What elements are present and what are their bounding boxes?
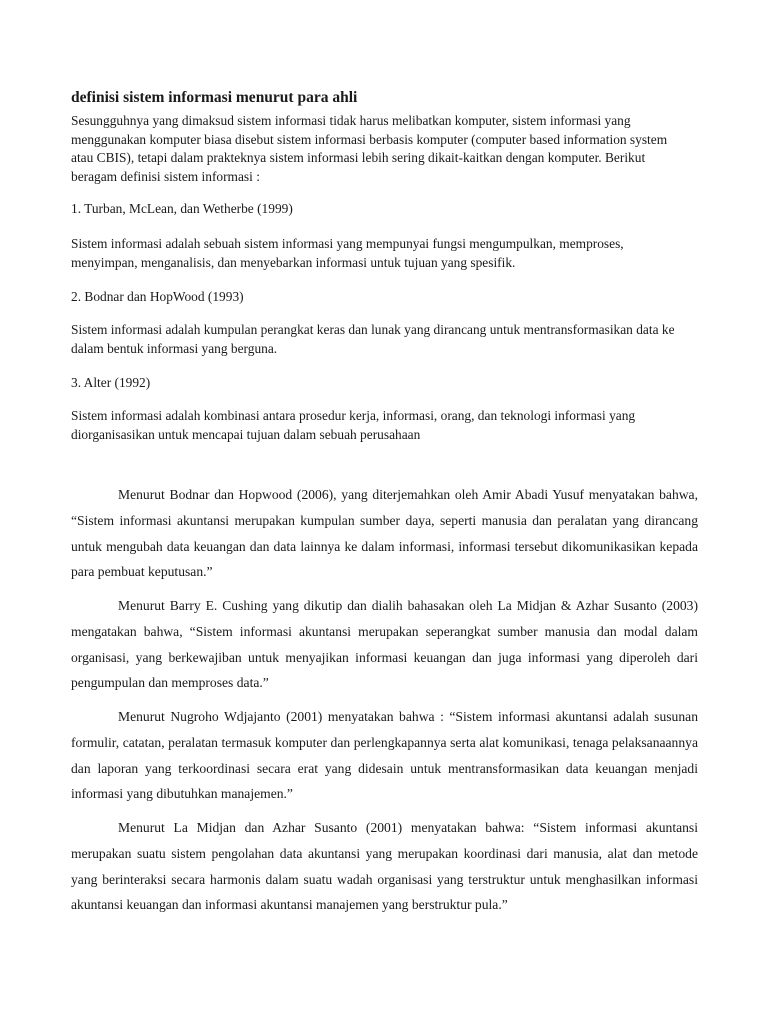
definition-text-3: Sistem informasi adalah kombinasi antara prosedur kerja, informasi, orang, dan teknologi informasi yang diorganisasikan untuk mencapai tujuan dalam sebuah perusahaan [71,408,636,442]
document-title: definisi sistem informasi menurut para ahli [71,89,358,106]
intro-paragraph: Sesungguhnya yang dimaksud sistem informasi tidak harus melibatkan komputer, sistem informasi yang menggunakan komputer biasa disebut sistem informasi berbasis komputer (computer based information system atau CBIS), tetapi dalam prakteknya sistem informasi lebih sering dikait-kaitkan dengan komputer. Berikut beragam definisi sistem informasi : [71,113,668,184]
definition-text-1: Sistem informasi adalah sebuah sistem informasi yang mempunyai fungsi mengumpulkan, memproses, menyimpan, menganalisis, dan menyebarkan informasi untuk tujuan yang spesifik. [71,236,624,270]
definition-text-2: Sistem informasi adalah kumpulan perangkat keras dan lunak yang dirancang untuk mentransformasikan data ke dalam bentuk informasi yang berguna. [71,322,675,356]
accounting-paragraph-1: Menurut Bodnar dan Hopwood (2006), yang diterjemahkan oleh Amir Abadi Yusuf menyatakan bahwa, “Sistem informasi akuntansi merupakan kumpulan sumber daya, seperti manusia dan peralatan yang dirancang untuk mengubah data keuangan dan data lainnya ke dalam informasi, informasi tersebut dikomunikasikan kepada para pembuat keputusan.” [71,487,698,580]
definition-heading-3: 3. Alter (1992) [71,375,151,390]
definition-heading-1: 1. Turban, McLean, dan Wetherbe (1999) [71,201,293,216]
accounting-paragraph-3: Menurut Nugroho Wdjajanto (2001) menyatakan bahwa : “Sistem informasi akuntansi adalah susunan formulir, catatan, peralatan termasuk komputer dan perlengkapannya serta alat komunikasi, tenaga pelaksanaannya dan laporan yang terkoordinasi secara erat yang didesain untuk mentransformasikan data keuangan menjadi informasi yang dibutuhkan manajemen.” [71,709,698,802]
accounting-paragraph-4: Menurut La Midjan dan Azhar Susanto (2001) menyatakan bahwa: “Sistem informasi akuntansi merupakan suatu sistem pengolahan data akuntansi yang merupakan koordinasi dari manusia, alat dan metode yang berinteraksi secara harmonis dalam suatu wadah organisasi yang terstruktur untuk menghasilkan informasi akuntansi keuangan dan informasi akuntansi manajemen yang berstruktur pula.” [71,820,698,913]
accounting-paragraph-2: Menurut Barry E. Cushing yang dikutip dan dialih bahasakan oleh La Midjan & Azhar Susanto (2003) mengatakan bahwa, “Sistem informasi akuntansi merupakan seperangkat sumber manusia dan modal dalam organisasi, yang berkewajiban untuk menyajikan informasi keuangan dan juga informasi yang diperoleh dari pengumpulan dan memproses data.” [71,598,698,691]
definition-heading-2: 2. Bodnar dan HopWood (1993) [71,289,244,304]
